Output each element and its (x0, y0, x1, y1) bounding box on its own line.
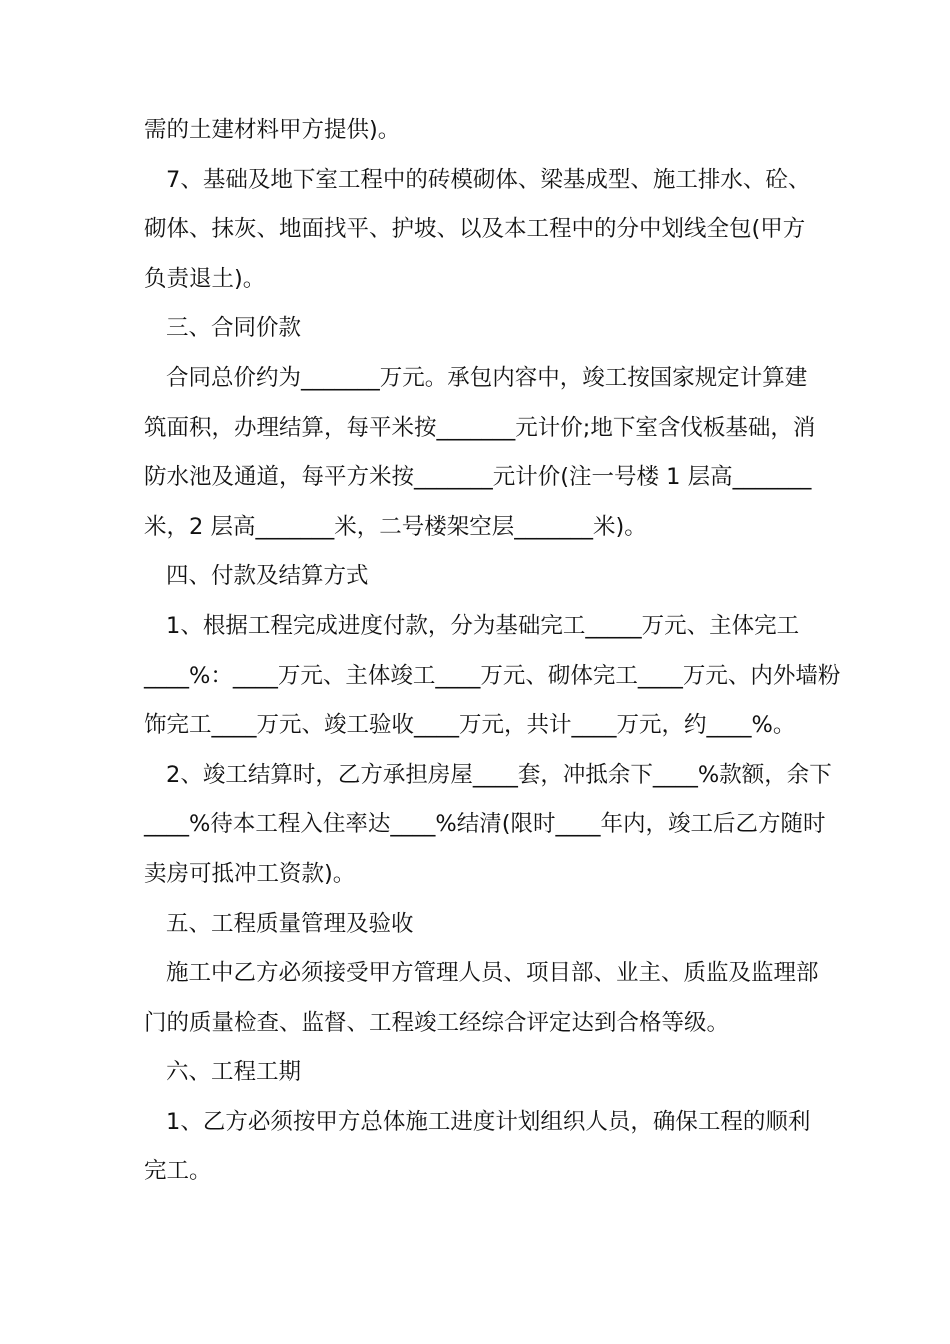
paragraph-quality (144, 949, 819, 1048)
text-line: 7、基础及地下室工程中的砖模砌体、梁基成型、施工排水、砼、 (166, 166, 811, 193)
text-line: 1、乙方必须按甲方总体施工进度计划组织人员，确保工程的顺利 (166, 1108, 811, 1135)
text-line: 卖房可抵冲工资款)。 (144, 860, 356, 887)
section-heading-payment (144, 552, 808, 602)
text-line: 负责退土)。 (144, 265, 266, 292)
text-line: 五、工程质量管理及验收 (166, 910, 414, 937)
text-line: 三、合同价款 (166, 315, 302, 342)
paragraph-contract-price (144, 354, 816, 552)
text-line: ____%：____万元、主体竣工____万元、砌体完工____万元、内外墙粉 (144, 662, 841, 689)
text-line: 六、工程工期 (166, 1059, 302, 1086)
section-heading-quality (144, 900, 808, 950)
paragraph-payment-2 (144, 751, 832, 900)
text-line: 门的质量检查、监督、工程竣工经综合评定达到合格等级。 (144, 1009, 730, 1036)
text-line: ____%待本工程入住率达____%结清(限时____年内，竣工后乙方随时 (144, 811, 826, 838)
text-line: 2、竣工结算时，乙方承担房屋____套，冲抵余下____%款额，余下 (166, 761, 832, 788)
text-line: 饰完工____万元、竣工验收____万元，共计____万元，约____%。 (144, 712, 796, 739)
text-line: 米，2 层高_______米，二号楼架空层_______米)。 (144, 513, 647, 540)
section-heading-schedule (144, 1048, 808, 1098)
document-body (144, 106, 841, 1197)
paragraph-payment-1 (144, 602, 841, 751)
section-heading-contract-price (144, 304, 808, 354)
paragraph-schedule-1 (144, 1098, 811, 1197)
text-line: 合同总价约为_______万元。承包内容中，竣工按国家规定计算建 (166, 364, 808, 391)
text-line: 1、根据工程完成进度付款，分为基础完工_____万元、主体完工 (166, 612, 800, 639)
paragraph-materials-end (144, 106, 808, 156)
text-line: 四、付款及结算方式 (166, 563, 369, 590)
text-line: 防水池及通道，每平方米按_______元计价(注一号楼 1 层高_______ (144, 464, 812, 491)
text-line: 筑面积，办理结算，每平米按_______元计价;地下室含伐板基础，消 (144, 414, 816, 441)
text-line: 施工中乙方必须接受甲方管理人员、项目部、业主、质监及监理部 (166, 960, 819, 987)
text-line: 需的土建材料甲方提供)。 (144, 117, 401, 143)
text-line: 完工。 (144, 1158, 212, 1185)
text-line: 砌体、抹灰、地面找平、护坡、以及本工程中的分中划线全包(甲方 (144, 216, 806, 243)
paragraph-item-7 (144, 156, 811, 305)
